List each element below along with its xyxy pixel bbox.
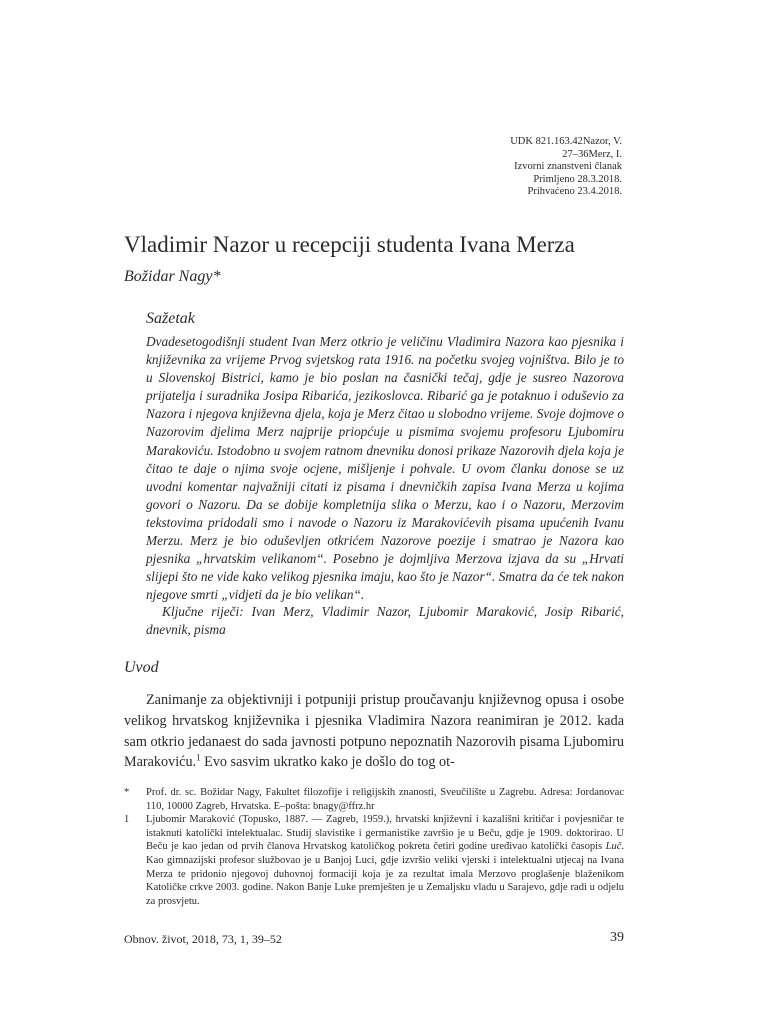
footnote-mark: 1	[124, 814, 130, 826]
article-title: Vladimir Nazor u recepciji studenta Ivana Merza	[124, 232, 575, 257]
received-date: Primljeno 28.3.2018.	[533, 173, 622, 185]
page-number: 39	[610, 930, 624, 945]
footnote-text: Prof. dr. sc. Božidar Nagy, Fakultet filozofije i religijskih znanosti, Sveučilište u Zagrebu. Adresa: Jordanovac 110, 10000 Zagreb, Hrvatska. E–pošta: bnagy@ffrz.hr	[146, 787, 624, 812]
intro-paragraph	[124, 690, 624, 773]
accepted-date: Prihvaćeno 23.4.2018.	[527, 186, 622, 197]
keywords: Ključne riječi: Ivan Merz, Vladimir Nazor, Ljubomir Maraković, Josip Ribarić, dnevnik, pisma	[146, 604, 624, 638]
section-heading-uvod: Uvod	[124, 659, 159, 676]
footnote-author	[124, 786, 624, 813]
footnote-mark: *	[124, 787, 130, 798]
article-author: Božidar Nagy*	[124, 268, 221, 285]
footnote-journal-title: Luč	[605, 841, 622, 853]
journal-citation: Obnov. život, 2018, 73, 1, 39–52	[124, 932, 282, 946]
intro-text-end: Evo sasvim ukratko kako je došlo do tog ot-	[200, 754, 455, 771]
footnote-text-a: Ljubomir Maraković (Topusko, 1887. — Zagreb, 1959.), hrvatski književni i kazališni kritičar i povjesničar te istaknuti katolički intelektualac. Studij slavistike i germanistike završio je u Beču, gdje je 1909. doktorirao. U Beču je kao jedan od prvih članova Hrvatskog katoličkog pokreta četiri godine uređivao katolički časopis	[146, 814, 624, 853]
footnote-text-b: . Kao gimnazijski profesor službovao je u Banjoj Luci, gdje izvršio veliki vjerski i intelektualni utjecaj na Ivana Merza te pridonio njegovoj duhovnoj formaciji koja je za rezultat imala Merzovo proglašenje blaženikom Katoličke crkve 2003. godine. Nakon Banje Luke premješten je u Zemaljsku vladu u Sarajevo, gdje radi u odjelu za prosvjetu.	[146, 841, 624, 907]
article-type: Izvorni znanstveni članak	[514, 161, 622, 172]
footnotes	[124, 786, 624, 908]
footnote-reference[interactable]: 1	[196, 752, 201, 763]
udc-code-2: 27–36Merz, I.	[562, 148, 622, 160]
footnote-1	[124, 813, 624, 908]
abstract-text: Dvadesetogodišnji student Ivan Merz otkrio je veličinu Vladimira Nazora kao pjesnika i književnika za vrijeme Prvog svjetskog rata 1916. na početku svojeg vojništva. Bilo je to u Slovenskoj Bistrici, kamo je bio poslan na časnički tečaj, gdje je susreo Nazorova prijatelja i suradnika Josipa Ribarića, jezikoslovca. Ribarić ga je potaknuo i oduševio za Nazora i njegova književna djela, koja je Merz čitao u slobodno vrijeme. Svoje dojmove o Nazorovim djelima Merz najprije priopćuje u pismima svojemu profesoru Ljubomiru Marakoviću. Istodobno u svojem ratnom dnevniku donosi prikaze Nazorovih djela koja je čitao te daje o njima svoje ocjene, mišljenje i pohvale. U ovom članku donose se uz uvodni komentar najvažniji citati iz pisama i dnevničkih zapisa Ivana Merza u kojima govori o Nazoru. Da se dobije kompletnija slika o Merzu, kao i o Nazoru, Merzovim tekstovima pridodali smo i navode o Nazoru iz Marakovićevih pisama upućenih Ivanu Merzu. Merz je bio oduševljen otkrićem Nazorove poezije i smatrao je Nazora kao pjesnika „hrvatskim velikanom“. Posebno je dojmljiva Merzova izjava da su „Hrvati slijepi što ne vide kako velikog pjesnika imaju, kao što je Nazor“. Smatra da će tek nakon njegove smrti „vidjeti da je bio velikan“.	[146, 334, 624, 603]
article-metadata	[510, 136, 622, 199]
intro-text-start: Zanimanje za objektivniji i potpuniji pristup proučavanju književnog opusa i osobe velikog hrvatskog književnika i pjesnika Vladimira Nazora reanimiran je 2012. kada sam otkrio jedanaest do sada javnosti potpuno nepoznatih Nazorovih pisama Ljubomiru Marakoviću.	[124, 692, 624, 771]
abstract-heading: Sažetak	[146, 310, 195, 327]
udc-code-1: UDK 821.163.42Nazor, V.	[510, 136, 622, 147]
